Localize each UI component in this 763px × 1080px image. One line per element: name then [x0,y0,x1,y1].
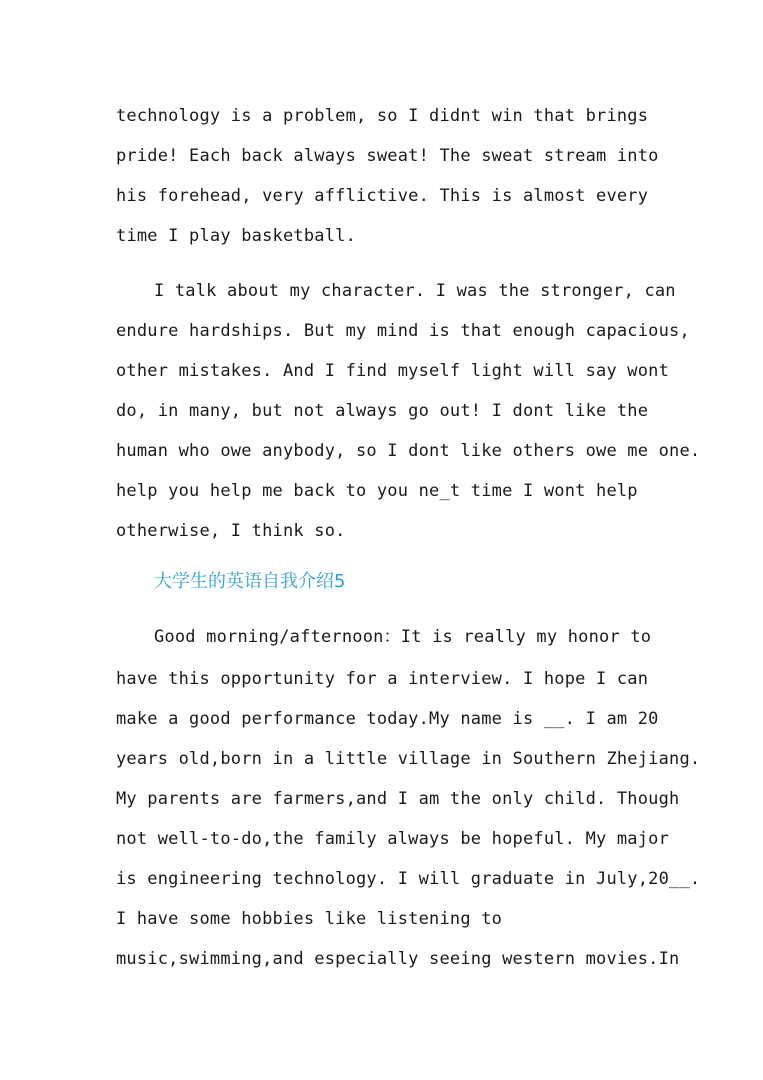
paragraph-line: Good morning/afternoon：It is really my honor to [154,627,652,647]
paragraph-line: endure hardships. But my mind is that enough capacious, [116,321,690,341]
paragraph-line: his forehead, very afflictive. This is almost every [116,186,649,206]
paragraph-line: pride! Each back always sweat! The sweat stream into [116,146,659,166]
paragraph-line: is engineering technology. I will graduate in July,20__. [116,869,701,889]
paragraph-line: not well-to-do,the family always be hopeful. My major [116,829,670,849]
paragraph-line: technology is a problem, so I didnt win that brings [116,106,649,126]
paragraph-line: time I play basketball. [116,226,357,246]
paragraph-line: make a good performance today.My name is __. I am 20 [116,709,659,729]
paragraph-line: help you help me back to you ne_t time I wont help [116,481,638,501]
section-heading: 大学生的英语自我介绍5 [154,571,346,592]
paragraph-line: I talk about my character. I was the stronger, can [154,281,676,301]
paragraph-line: otherwise, I think so. [116,521,346,541]
paragraph-line: human who owe anybody, so I dont like others owe me one. [116,441,701,461]
paragraph-line: music,swimming,and especially seeing western movies.In [116,949,680,969]
paragraph-line: other mistakes. And I find myself light will say wont [116,361,670,381]
paragraph-line: have this opportunity for a interview. I hope I can [116,669,649,689]
paragraph-line: do, in many, but not always go out! I dont like the [116,401,649,421]
paragraph-line: years old,born in a little village in Southern Zhejiang. [116,749,701,769]
paragraph-line: I have some hobbies like listening to [116,909,503,929]
paragraph-line: My parents are farmers,and I am the only child. Though [116,789,680,809]
